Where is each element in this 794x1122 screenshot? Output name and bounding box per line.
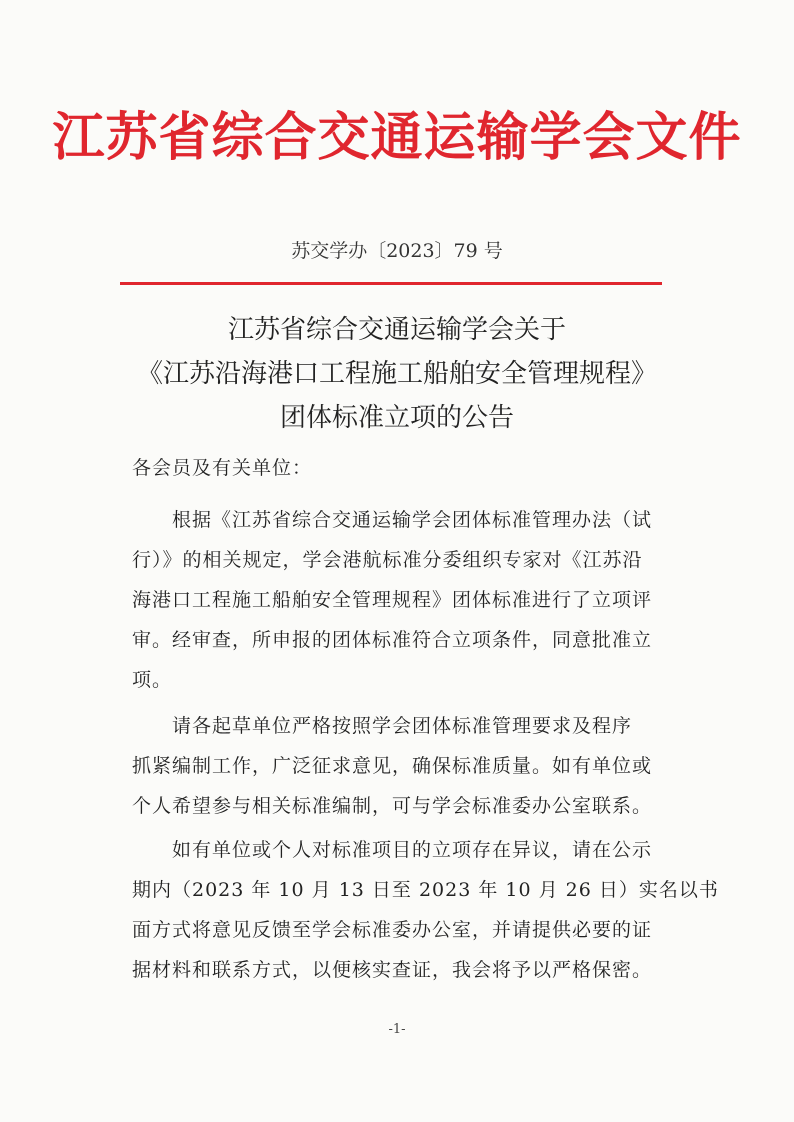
title-line: 《江苏沿海港口工程施工船舶安全管理规程》 xyxy=(136,359,657,389)
paragraph-line: 请各起草单位严格按照学会团体标准管理要求及程序 xyxy=(172,715,633,737)
page-number: -1- xyxy=(388,1022,406,1037)
paragraph-line: 项。 xyxy=(132,669,173,691)
salutation: 各会员及有关单位： xyxy=(132,457,313,479)
paragraph-line: 据材料和联系方式，以便核实查证，我会将予以严格保密。 xyxy=(132,959,653,981)
document-number: 苏交学办〔2023〕79 号 xyxy=(291,240,503,262)
title-line: 江苏省综合交通运输学会关于 xyxy=(227,315,566,345)
paragraph-line: 如有单位或个人对标准项目的立项存在异议，请在公示 xyxy=(172,839,653,861)
body-paragraph-2 xyxy=(132,706,668,826)
document-masthead: 江苏省综合交通运输学会文件 xyxy=(52,107,742,168)
paragraph-line: 个人希望参与相关标准编制，可与学会标准委办公室联系。 xyxy=(132,795,653,817)
paragraph-line: 期内（2023 年 10 月 13 日至 2023 年 10 月 26 日）实名以书 xyxy=(132,879,719,901)
paragraph-line: 根据《江苏省综合交通运输学会团体标准管理办法（试 xyxy=(172,509,653,531)
notice-title xyxy=(60,308,734,440)
body-paragraph-1 xyxy=(132,500,668,700)
paragraph-line: 海港口工程施工船舶安全管理规程》团体标准进行了立项评 xyxy=(132,589,653,611)
masthead-divider xyxy=(120,282,662,285)
paragraph-line: 抓紧编制工作，广泛征求意见，确保标准质量。如有单位或 xyxy=(132,755,653,777)
body-paragraph-3 xyxy=(132,830,719,990)
paragraph-line: 行）》的相关规定，学会港航标准分委组织专家对《江苏沿 xyxy=(132,549,643,571)
paragraph-line: 面方式将意见反馈至学会标准委办公室，并请提供必要的证 xyxy=(132,919,653,941)
paragraph-line: 审。经审查，所申报的团体标准符合立项条件，同意批准立 xyxy=(132,629,653,651)
title-line: 团体标准立项的公告 xyxy=(279,403,514,433)
